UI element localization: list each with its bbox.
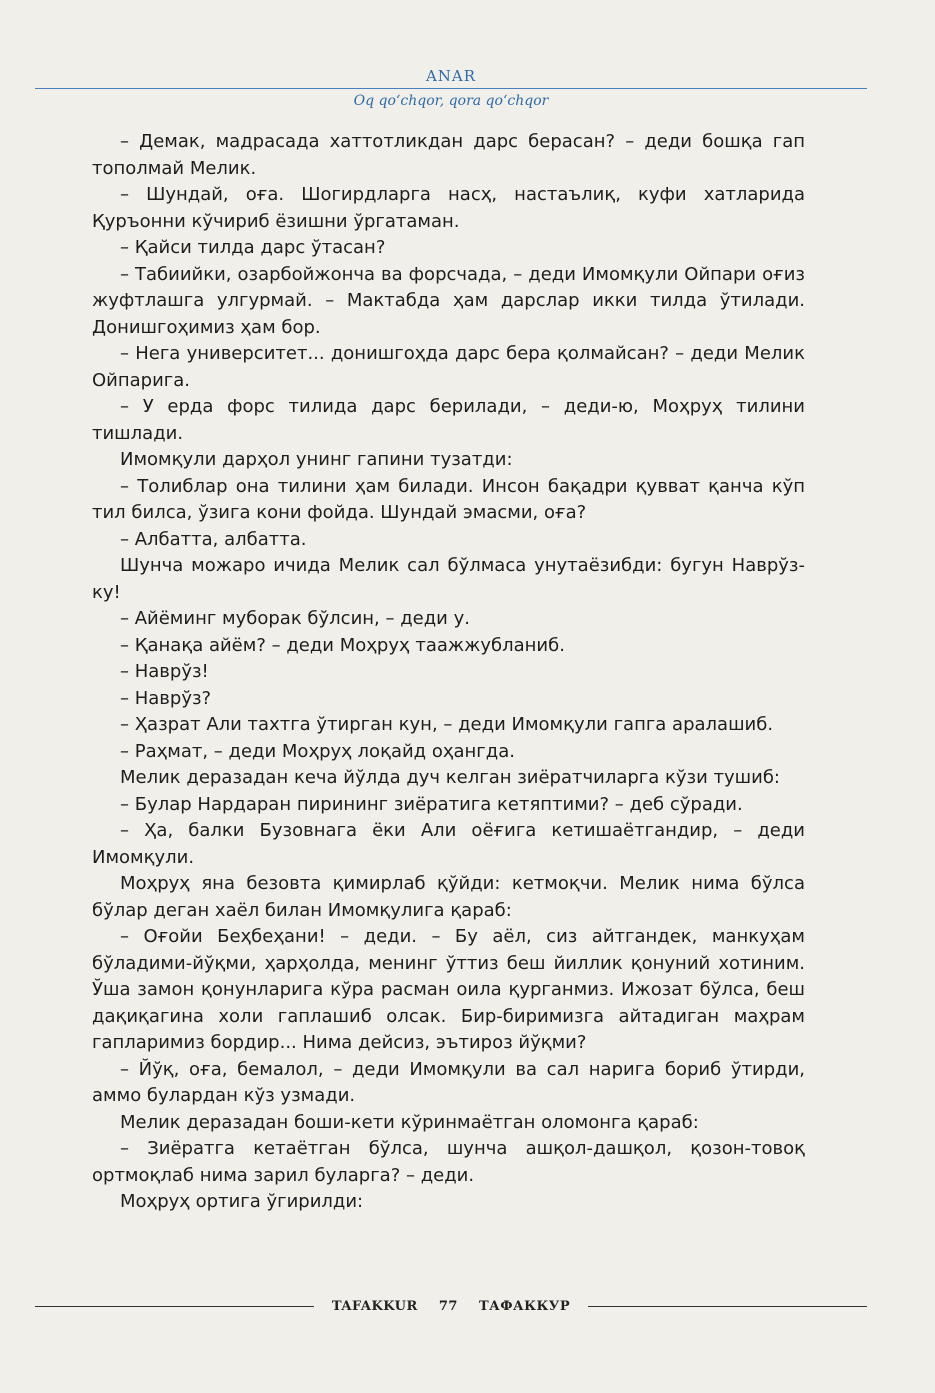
paragraph: Имомқули дарҳол унинг гапини тузатди: [120,449,513,470]
paragraph: – Раҳмат, – деди Моҳруҳ лоқайд оҳангда. [120,740,515,762]
page-footer [35,1295,867,1317]
paragraph: Шунча можаро ичида Мелик сал бўлмаса унутаёзибди: бугун Наврўз-ку! [92,555,805,603]
paragraph: – Қанақа айём? – деди Моҳруҳ таажжубланиб. [120,634,565,656]
article-body [92,129,805,1216]
paragraph: – Қайси тилда дарс ўтасан? [120,237,386,258]
header-author: ANAR [425,67,477,85]
paragraph: – Демак, мадрасада хаттотликдан дарс берасан? – деди бошқа гап тополмай Мелик. [92,131,805,179]
paragraph: – Толиблар она тилини ҳам билади. Инсон бақадри қувват қанча кўп тил билса, ўзига кони фойда. Шундай эмасми, оға? [92,475,805,523]
paragraph: – Наврўз? [120,687,212,709]
paragraph: – Албатта, албатта. [120,528,307,550]
paragraph: – Ҳа, балки Бузовнага ёки Али оёғига кетишаётгандир, – деди Имомқули. [92,820,805,868]
paragraph: Моҳруҳ яна безовта қимирлаб қўйди: кетмоқчи. Мелик нима бўлса бўлар деган хаёл билан Имомқулига қараб: [92,873,805,921]
paragraph: – Зиёратга кетаётган бўлса, шунча ашқол-дашқол, қозон-товоқ ортмоқлаб нима зарил буларга? – деди. [92,1138,805,1186]
paragraph: – У ерда форс тилида дарс берилади, – деди-ю, Моҳруҳ тилини тишлади. [92,396,805,444]
paragraph: Мелик деразадан боши-кети кўринмаётган оломонга қараб: [120,1111,699,1133]
footer-rule-right [588,1306,867,1307]
paragraph: – Наврўз! [120,661,209,682]
page-number: 77 [438,1298,458,1314]
paragraph: Мелик деразадан кеча йўлда дуч келган зиёратчиларга кўзи тушиб: [120,767,780,788]
paragraph: – Йўқ, оға, бемалол, – деди Имомқули ва сал нарига бориб ўтирди, аммо булардан кўз узмади. [92,1058,805,1106]
running-header [35,66,867,111]
footer-label [314,1299,588,1314]
paragraph: – Оғойи Беҳбеҳани! – деди. – Бу аёл, сиз айтгандек, манкуҳам бўладими-йўқми, ҳарҳолда, менинг ўттиз беш йиллик қонуний хотиним. Ўша замон қонунларига кўра расман оила қурганмиз. Ижозат бўлса, беш дақиқагина холи гаплашиб олсак. Бир-биримизга айтадиган маҳрам гапларимиз бордир... Нима дейсиз, эътироз йўқми? [92,926,805,1053]
paragraph: – Шундай, оға. Шогирдларга насҳ, настаълиқ, куфи хатларида Қуръонни кўчириб ёзишни ўргатаман. [92,184,805,232]
paragraph: Моҳруҳ ортига ўгирилди: [120,1191,364,1212]
footer-rule-left [35,1306,314,1307]
paragraph: – Ҳазрат Али тахтга ўтирган кун, – деди Имомқули гапга аралашиб. [120,714,774,735]
paragraph: – Айёминг муборак бўлсин, – деди у. [120,608,470,629]
header-title: Oq qo‘chqor, qora qo‘chqor [353,93,549,109]
header-divider [35,88,867,89]
paragraph: – Нега университет... донишгоҳда дарс бера қолмайсан? – деди Мелик Ойпарига. [92,343,805,391]
journal-name-cyrillic: ТАФАККУР [478,1298,571,1314]
paragraph: – Табиийки, озарбойжонча ва форсчада, – деди Имомқули Ойпари оғиз жуфтлашга улгурмай. – Мактабда ҳам дарслар икки тилда ўтилади. Донишгоҳимиз ҳам бор. [92,263,805,338]
paragraph: – Булар Нардаран пирининг зиёратига кетяптими? – деб сўради. [120,793,743,815]
journal-name-latin: TAFAKKUR [331,1298,418,1314]
